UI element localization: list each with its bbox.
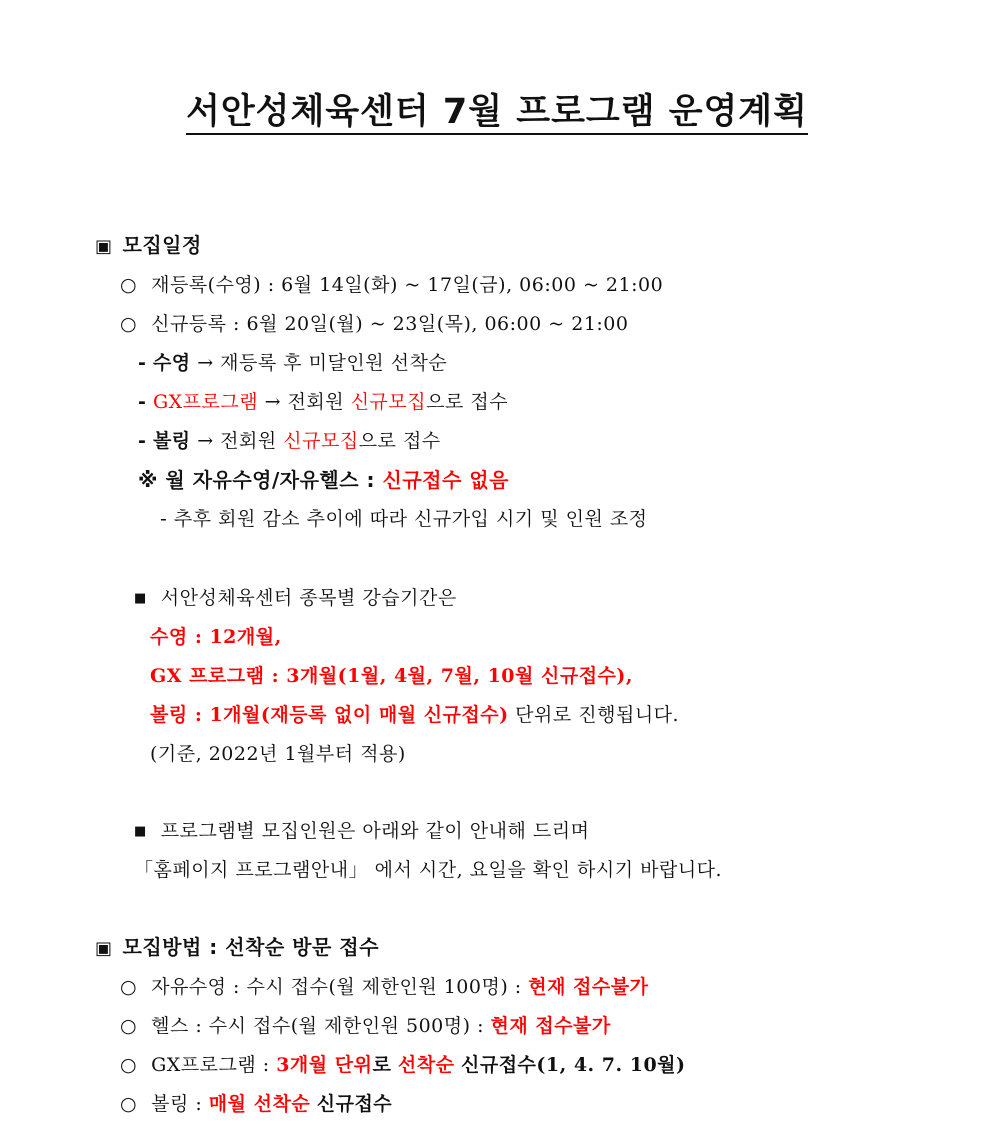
re-registration-text: 재등록(수영) : 6월 14일(화) ~ 17일(금), 06:00 ~ 21:00: [151, 274, 664, 296]
dash: -: [138, 430, 147, 452]
dash: -: [138, 352, 147, 374]
period-bowling-suffix: 단위로 진행됩니다.: [515, 704, 680, 726]
health-line: [120, 1014, 611, 1038]
health-unavailable: 현재 접수불가: [490, 1015, 611, 1037]
capacity-text-1: 프로그램별 모집인원은 아래와 같이 안내해 드리며: [160, 820, 590, 842]
period-bowling-line: [150, 703, 679, 727]
swim-rule-text: 재등록 후 미달인원 선착순: [220, 352, 448, 374]
bowling-name: 볼링: [152, 430, 191, 452]
swim-rule-line: [138, 351, 447, 375]
period-intro-text: 서안성체육센터 종목별 강습기간은: [160, 587, 457, 609]
free-use-note-sub: - 추후 회원 감소 추이에 따라 신규가입 시기 및 인원 조정: [160, 508, 648, 530]
bowling-monthly: 매월 선착순: [208, 1093, 311, 1115]
circle-bullet-icon: ○: [120, 313, 138, 335]
section-heading-text: 모집방법 : 선착순 방문 접수: [122, 935, 379, 959]
free-swim-line: [120, 975, 648, 999]
capacity-line-2: 「홈페이지 프로그램안내」 에서 시간, 요일을 확인 하시기 바랍니다.: [134, 859, 723, 881]
bowling-method-suffix: 신규접수: [316, 1093, 393, 1115]
gx-rule-line: [138, 390, 508, 414]
period-intro-line: [134, 586, 457, 611]
square-bullet-icon: ■: [134, 824, 147, 839]
section-heading-text: 모집일정: [122, 233, 202, 257]
free-swim-unavailable: 현재 접수불가: [528, 976, 649, 998]
health-text: 헬스 : 수시 접수(월 제한인원 500명) :: [151, 1015, 484, 1037]
new-recruit-text: 신규모집: [350, 391, 427, 413]
document-title-text: 서안성체육센터 7월 프로그램 운영계획: [186, 92, 808, 135]
free-swim-text: 자유수영 : 수시 접수(월 제한인원 100명) :: [151, 976, 522, 998]
circle-bullet-icon: ○: [120, 1015, 138, 1037]
circle-bullet-icon: ○: [120, 1054, 138, 1076]
gx-method-line: [120, 1053, 686, 1077]
bowling-method-prefix: 볼링 :: [151, 1093, 203, 1115]
reference-mark-icon: ※: [138, 468, 158, 492]
swim-name: 수영: [152, 352, 191, 374]
arrow-right-icon: →: [264, 391, 282, 413]
new-recruit-text: 신규모집: [283, 430, 359, 452]
section-recruit-schedule-heading: [95, 233, 202, 259]
free-use-note-line: [138, 468, 509, 492]
section-recruit-method-heading: [95, 935, 379, 961]
period-swim: 수영 : 12개월,: [150, 626, 282, 648]
gx-first-come: 선착순: [397, 1054, 455, 1076]
period-basis: (기준, 2022년 1월부터 적용): [150, 743, 406, 765]
section-marker-icon: ▣: [95, 938, 113, 959]
gx-method-ro: 로: [372, 1054, 392, 1076]
bowling-method-line: [120, 1092, 392, 1116]
new-registration-line: [120, 312, 628, 336]
arrow-right-icon: →: [197, 352, 214, 374]
document-title: [0, 84, 994, 134]
gx-method-prefix: GX프로그램 :: [151, 1054, 270, 1076]
accept-suffix-text: 으로 접수: [358, 430, 441, 452]
dash: -: [138, 391, 147, 413]
section-marker-icon: ▣: [95, 236, 113, 257]
all-members-text: 전회원: [220, 430, 277, 452]
period-bowling: 볼링 : 1개월(재등록 없이 매월 신규접수): [150, 704, 509, 726]
free-use-note-value: 신규접수 없음: [382, 468, 509, 492]
capacity-line-1: [134, 819, 589, 844]
circle-bullet-icon: ○: [120, 274, 138, 296]
gx-method-suffix: 신규접수(1, 4. 7. 10월): [460, 1054, 686, 1076]
gx-method-unit: 3개월 단위: [276, 1054, 373, 1076]
arrow-right-icon: →: [197, 430, 214, 452]
bowling-rule-line: [138, 429, 441, 453]
square-bullet-icon: ■: [134, 591, 147, 606]
circle-bullet-icon: ○: [120, 976, 138, 998]
all-members-text: 전회원: [287, 391, 345, 413]
gx-name: GX프로그램: [152, 391, 259, 413]
accept-suffix-text: 으로 접수: [426, 391, 509, 413]
re-registration-line: [120, 273, 663, 297]
new-registration-text: 신규등록 : 6월 20일(월) ~ 23일(목), 06:00 ~ 21:00: [151, 313, 629, 335]
circle-bullet-icon: ○: [120, 1093, 138, 1115]
period-gx: GX 프로그램 : 3개월(1월, 4월, 7월, 10월 신규접수),: [150, 665, 634, 687]
free-use-note-label: 월 자유수영/자유헬스 :: [165, 468, 376, 492]
